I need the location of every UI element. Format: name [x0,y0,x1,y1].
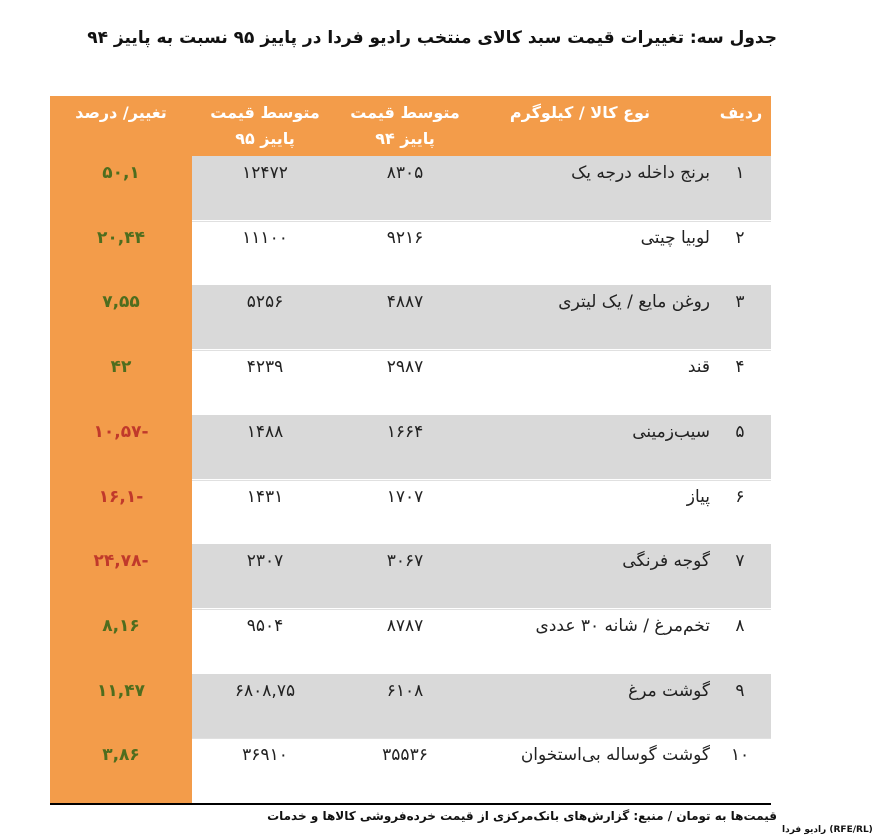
footer-note: قیمت‌ها به تومان / منبع: گزارش‌های بانک‌مرکزی از قیمت خرده‌فروشی کالاها و خدمات [267,809,777,823]
table-row [50,544,771,608]
row-index: ۱ [735,163,745,183]
row-index: ۵ [735,421,745,442]
header-price94-line2: پاییز ۹۴ [375,129,435,148]
row-price-94: ۴۸۸۷ [386,292,424,313]
table-row [50,415,771,479]
row-change: ۸,۱۶ [102,615,140,636]
row-index: ۹ [735,680,745,701]
header-price94 [340,100,470,152]
header-index: ردیف [719,103,763,122]
table-row [50,674,771,738]
row-change: ۵۰,۱ [102,163,140,183]
row-price-94: ۳۰۶۷ [386,551,424,572]
row-price-95: ۴۲۳۹ [246,357,284,378]
row-price-95: ۶۸۰۸,۷۵ [234,680,296,701]
row-change: ۱۱,۴۷ [97,680,145,701]
row-item-name: برنج داخله درجه یک [571,163,710,183]
row-index: ۳ [735,292,745,313]
row-price-94: ۱۶۶۴ [386,421,424,442]
row-price-94: ۱۷۰۷ [386,486,424,507]
row-change: ۴۲ [110,357,132,378]
row-price-95: ۳۶۹۱۰ [242,745,288,766]
header-price95-line1: متوسط قیمت [210,103,320,122]
row-price-95: ۲۳۰۷ [246,551,284,572]
row-index: ۶ [735,486,745,507]
header-price95 [200,100,330,152]
row-item-name: لوبیا چیتی [640,227,710,248]
price-table [50,96,771,803]
table-row [50,609,771,673]
brand-logo: رادیو فردا (RFE/RL) [782,825,873,835]
row-change: -۱۰,۵۷ [93,421,149,442]
footer-rule [50,803,771,805]
row-item-name: قند [687,357,710,378]
table-title: جدول سه: تغییرات قیمت سبد کالای منتخب رادیو فردا در پاییز ۹۵ نسبت به پاییز ۹۴ [87,28,777,48]
table-row [50,350,771,414]
row-price-94: ۸۳۰۵ [386,163,424,183]
row-price-94: ۲۹۸۷ [386,357,424,378]
row-price-94: ۶۱۰۸ [386,680,424,701]
row-price-94: ۹۲۱۶ [386,227,424,248]
table-row [50,738,771,802]
row-change: ۷,۵۵ [102,292,140,313]
row-price-95: ۹۵۰۴ [246,615,284,636]
row-price-94: ۸۷۸۷ [386,615,424,636]
row-price-95: ۱۲۴۷۲ [242,163,288,183]
row-change: ۳,۸۶ [102,745,140,766]
row-item-name: تخم‌مرغ / شانه ۳۰ عددی [535,615,710,636]
row-index: ۱۰ [730,745,750,766]
table-row [50,156,771,220]
table-row [50,480,771,544]
row-change: ۲۰,۴۴ [97,227,145,248]
row-price-95: ۵۲۵۶ [246,292,284,313]
table-header [50,96,771,156]
row-price-95: ۱۴۸۸ [246,421,284,442]
header-price94-line1: متوسط قیمت [350,103,460,122]
row-change: -۲۴,۷۸ [93,551,149,572]
row-item-name: روغن مایع / یک لیتری [558,292,710,313]
row-price-95: ۱۱۱۰۰ [242,227,288,248]
row-index: ۲ [735,227,745,248]
row-index: ۸ [735,615,745,636]
row-change: -۱۶,۱ [98,486,144,507]
row-price-94: ۳۵۵۳۶ [382,745,428,766]
table-row [50,221,771,285]
table-row [50,285,771,349]
row-item-name: سیب‌زمینی [632,421,710,442]
row-item-name: گوجه فرنگی [622,551,710,572]
row-index: ۷ [735,551,745,572]
header-item: نوع کالا / کیلوگرم [509,103,651,122]
header-change: تغییر/ درصد [75,103,167,122]
row-index: ۴ [735,357,745,378]
row-price-95: ۱۴۳۱ [246,486,284,507]
header-price95-line2: پاییز ۹۵ [235,129,295,148]
row-item-name: گوشت گوساله بی‌استخوان [520,745,710,766]
row-item-name: گوشت مرغ [628,680,710,701]
row-item-name: پیاز [686,486,710,507]
